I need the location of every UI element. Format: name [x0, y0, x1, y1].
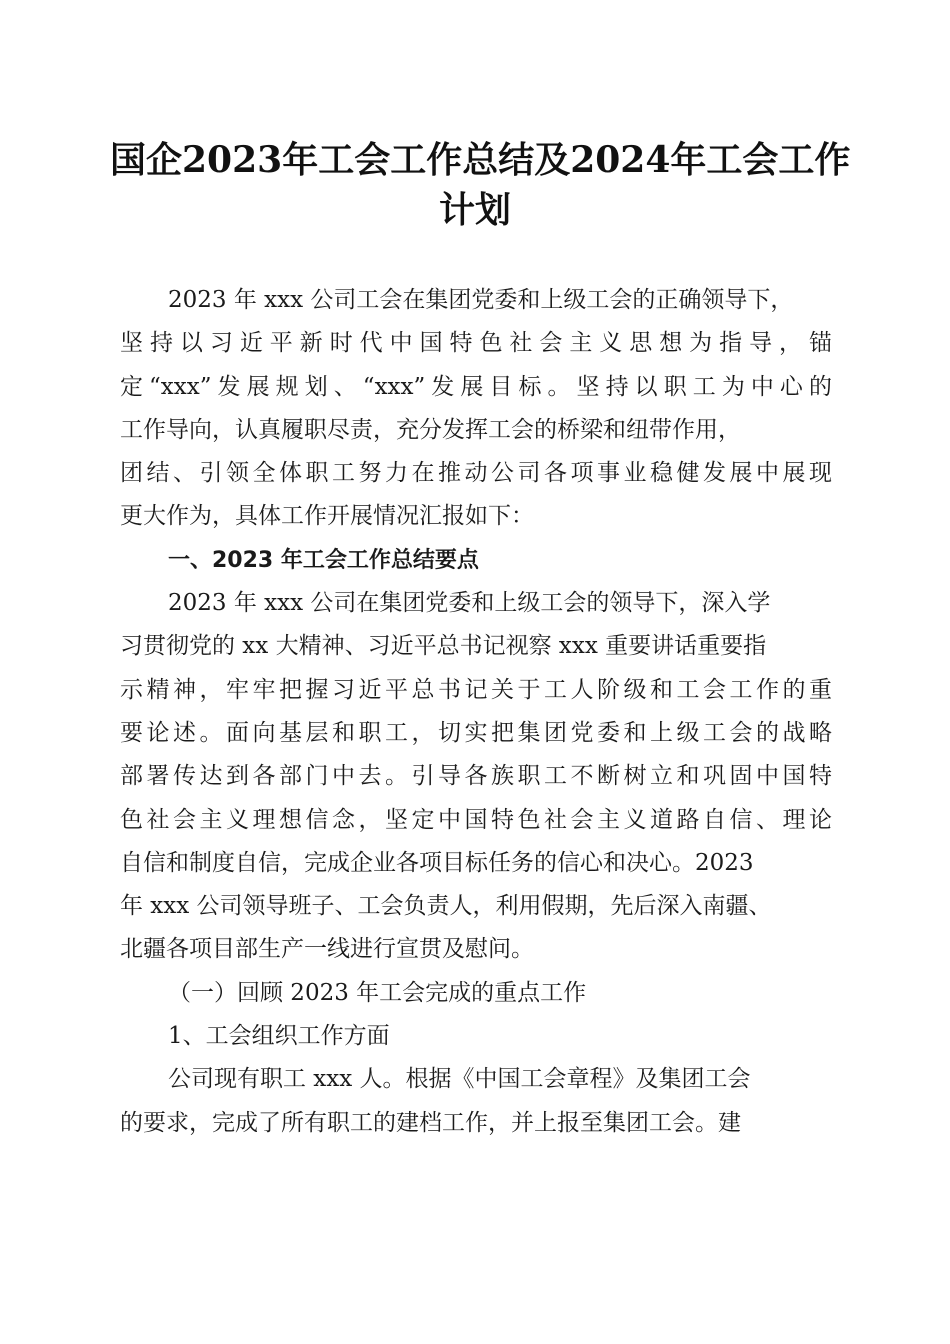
- title-line-2: 计划: [438, 189, 511, 231]
- document-body: [120, 279, 832, 1145]
- paragraph-line: 坚持以习近平新时代中国特色社会主义思想为指导，锚: [120, 330, 832, 357]
- paragraph-line: 2023 年 xxx 公司工会在集团党委和上级工会的正确领导下，: [168, 287, 794, 313]
- document-title: [110, 135, 851, 235]
- paragraph-line: 北疆各项目部生产一线进行宣贯及慰问。: [120, 936, 534, 963]
- paragraph-line: 色社会主义理想信念，坚定中国特色社会主义道路自信、理论: [120, 806, 832, 833]
- paragraph-line: 自信和制度自信，完成企业各项目标任务的信心和决心。2023: [120, 849, 754, 876]
- title-line-1: 国企2023年工会工作总结及2024年工会工作: [110, 139, 851, 181]
- section-heading: 一、2023 年工会工作总结要点: [168, 547, 479, 573]
- paragraph-line: 工作导向，认真履职尽责，充分发挥工会的桥梁和纽带作用，: [120, 416, 741, 443]
- paragraph-line: 2023 年 xxx 公司在集团党委和上级工会的领导下，深入学: [168, 590, 771, 617]
- item-heading: 1、工会组织工作方面: [168, 1023, 390, 1050]
- paragraph-line: 公司现有职工 xxx 人。根据《中国工会章程》及集团工会: [168, 1066, 751, 1093]
- paragraph-line: 团结、引领全体职工努力在推动公司各项事业稳健发展中展现: [120, 460, 832, 487]
- paragraph-line: 要论述。面向基层和职工，切实把集团党委和上级工会的战略: [120, 719, 832, 746]
- paragraph-line: 年 xxx 公司领导班子、工会负责人，利用假期，先后深入南疆、: [120, 893, 772, 920]
- paragraph-line: 示精神，牢牢把握习近平总书记关于工人阶级和工会工作的重: [120, 676, 832, 703]
- paragraph-line: 的要求，完成了所有职工的建档工作，并上报至集团工会。建: [120, 1109, 741, 1136]
- paragraph-line: 部署传达到各部门中去。引导各族职工不断树立和巩固中国特: [120, 763, 832, 790]
- paragraph-line: 定“xxx”发展规划、“xxx”发展目标。坚持以职工为中心的: [120, 373, 832, 400]
- paragraph-line: 习贯彻党的 xx 大精神、习近平总书记视察 xxx 重要讲话重要指: [120, 633, 767, 660]
- paragraph-line: 更大作为，具体工作开展情况汇报如下：: [120, 503, 534, 530]
- subsection-heading: （一）回顾 2023 年工会完成的重点工作: [168, 979, 587, 1006]
